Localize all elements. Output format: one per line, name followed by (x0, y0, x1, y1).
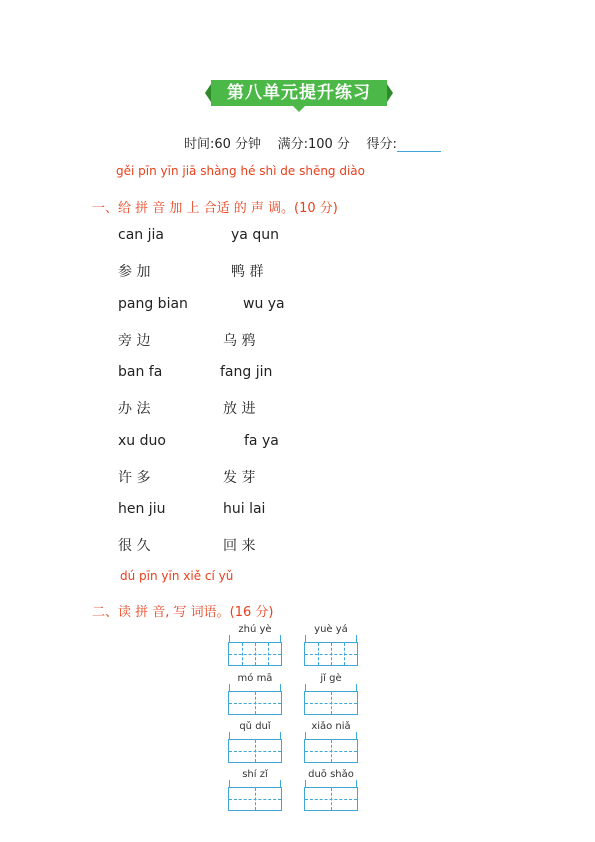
word-pinyin: qǔ duǐ (239, 721, 271, 732)
pair-right: fa ya (244, 433, 279, 449)
word-pinyin: yuè yá (314, 624, 348, 635)
word-pinyin: shí zǐ (242, 769, 268, 780)
section1-heading: 一、给 拼 音 加 上 合适 的 声 调。(10 分) (92, 201, 338, 216)
score-blank[interactable] (397, 137, 441, 152)
writing-grid[interactable] (228, 739, 282, 763)
pair-right: hui lai (223, 501, 266, 517)
pair-right: 放 进 (223, 401, 256, 417)
section2-pinyin: dú pīn yīn xiě cí yǔ (120, 569, 234, 583)
word-pinyin: xiǎo niǎ (311, 721, 351, 732)
writing-grid[interactable] (304, 691, 358, 715)
exam-meta (184, 133, 441, 152)
pair-right: 鸭 群 (231, 264, 264, 280)
pair-right: 乌 鸦 (223, 333, 256, 349)
writing-grid[interactable] (304, 787, 358, 811)
pair-left: hen jiu (118, 501, 166, 517)
page-title: 第八单元提升练习 (227, 83, 371, 103)
section1-pinyin: gěi pīn yīn jiā shàng hé shì de shēng diào (116, 164, 366, 178)
pair-left: 许 多 (118, 470, 151, 486)
word-pinyin: jǐ gè (320, 673, 342, 684)
pair-right: ya qun (231, 227, 279, 243)
pair-left: 参 加 (118, 264, 151, 280)
word-pinyin: mó mā (237, 673, 273, 684)
writing-grid[interactable] (304, 642, 358, 666)
pair-right: 发 芽 (223, 470, 256, 486)
pair-right: 回 来 (223, 538, 256, 554)
section2-heading: 二、读 拼 音, 写 词语。(16 分) (92, 605, 274, 620)
full-score-info: 满分:100 分 (277, 137, 350, 152)
banner-pointer (293, 106, 305, 112)
banner-right-ribbon (387, 84, 393, 102)
pair-left: 办 法 (118, 401, 151, 417)
pair-left: pang bian (118, 296, 188, 312)
pair-left: can jia (118, 227, 164, 243)
score-label: 得分: (366, 137, 397, 152)
word-pinyin: zhú yè (238, 624, 272, 635)
pair-left: xu duo (118, 433, 166, 449)
writing-grid[interactable] (304, 739, 358, 763)
word-pinyin: duō shǎo (308, 769, 354, 780)
writing-grid[interactable] (228, 787, 282, 811)
pair-left: 很 久 (118, 538, 151, 554)
writing-grid[interactable] (228, 642, 282, 666)
pair-left: 旁 边 (118, 333, 151, 349)
pair-right: wu ya (243, 296, 285, 312)
pair-right: fang jin (220, 364, 273, 380)
title-banner (211, 80, 387, 110)
pair-left: ban fa (118, 364, 163, 380)
writing-grid[interactable] (228, 691, 282, 715)
time-info: 时间:60 分钟 (184, 137, 262, 152)
